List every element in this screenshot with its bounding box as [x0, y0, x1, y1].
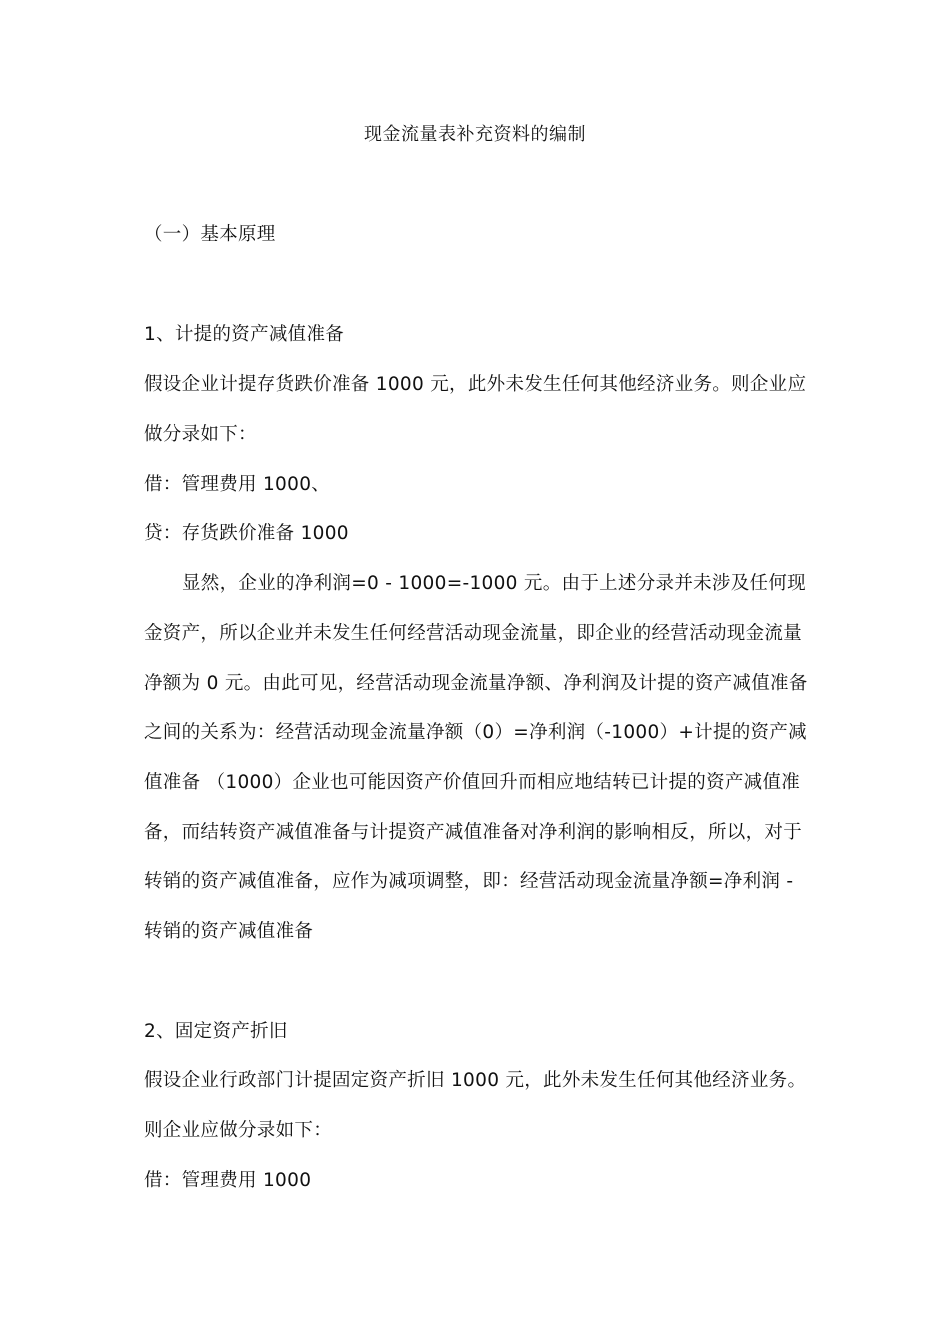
item1-explanation-line: 显然，企业的净利润=0 - 1000=-1000 元。由于上述分录并未涉及任何现 — [182, 573, 806, 594]
document-title: 现金流量表补充资料的编制 — [364, 124, 586, 145]
item1-explanation-line: 转销的资产减值准备 — [144, 921, 314, 942]
item1-explanation-line: 之间的关系为：经营活动现金流量净额（0）=净利润（-1000）+计提的资产减 — [144, 722, 807, 743]
item2-paragraph-line: 则企业应做分录如下： — [144, 1120, 333, 1141]
item1-explanation-line: 转销的资产减值准备，应作为减项调整，即：经营活动现金流量净额=净利润 - — [144, 871, 794, 892]
item1-explanation-line: 值准备 （1000）企业也可能因资产价值回升而相应地结转已计提的资产减值准 — [144, 772, 801, 793]
item1-heading: 1、计提的资产减值准备 — [144, 324, 345, 345]
item1-debit-entry: 借：管理费用 1000、 — [144, 474, 331, 495]
section-heading: （一）基本原理 — [144, 224, 276, 245]
item2-heading: 2、固定资产折旧 — [144, 1021, 288, 1042]
item1-paragraph-line: 做分录如下： — [144, 424, 257, 445]
item1-explanation-line: 净额为 0 元。由此可见，经营活动现金流量净额、净利润及计提的资产减值准备 — [144, 673, 808, 694]
item1-explanation-line: 金资产，所以企业并未发生任何经营活动现金流量，即企业的经营活动现金流量 — [144, 623, 803, 644]
item1-credit-entry: 贷：存货跌价准备 1000 — [144, 523, 349, 544]
item2-paragraph-line: 假设企业行政部门计提固定资产折旧 1000 元，此外未发生任何其他经济业务。 — [144, 1070, 807, 1091]
item1-explanation-line: 备，而结转资产减值准备与计提资产减值准备对净利润的影响相反，所以，对于 — [144, 822, 803, 843]
item2-debit-entry: 借：管理费用 1000 — [144, 1170, 312, 1191]
item1-paragraph-line: 假设企业计提存货跌价准备 1000 元，此外未发生任何其他经济业务。则企业应 — [144, 374, 807, 395]
